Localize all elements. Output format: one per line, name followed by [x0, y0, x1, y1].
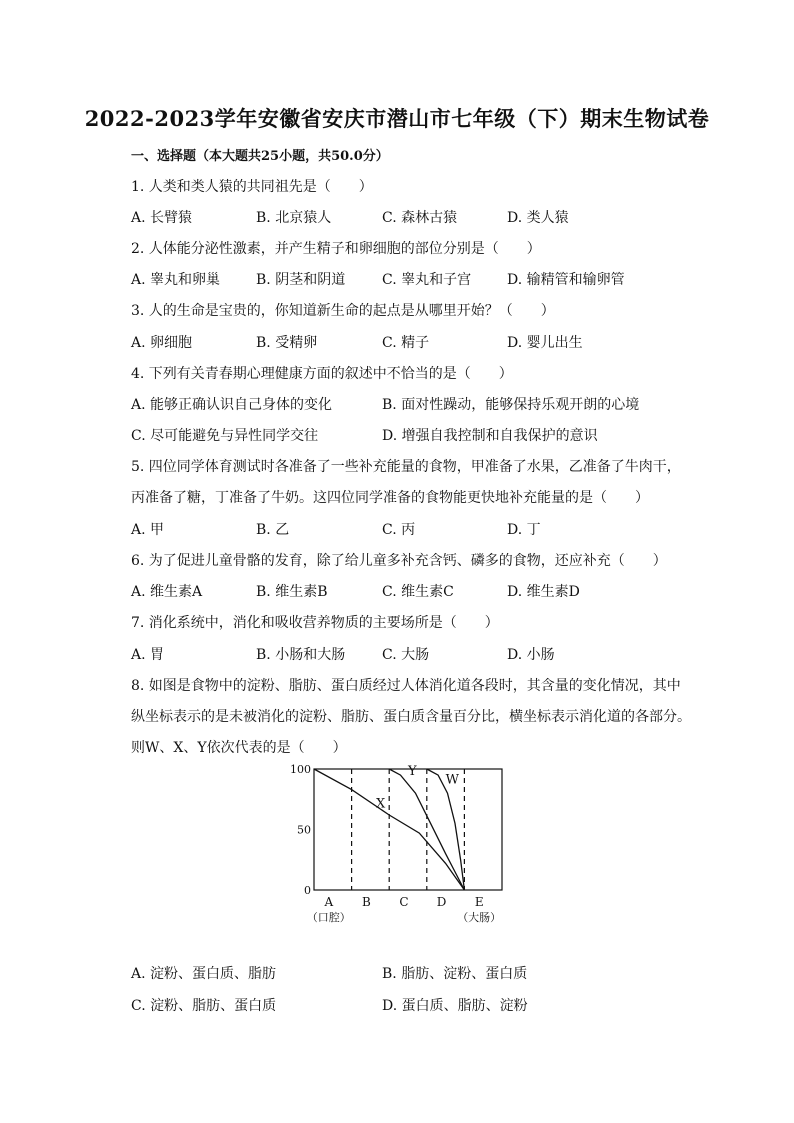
q7-option-b: B. 小肠和大肠	[256, 647, 346, 663]
x-tick-label: A	[324, 895, 334, 909]
q3-option-c: C. 精子	[382, 335, 430, 351]
q2-option-a: A. 睾丸和卵巢	[131, 272, 221, 288]
question-5-line-2: 丙准备了糖，丁准备了牛奶。这四位同学准备的食物能更快地补充能量的是（ ）	[131, 490, 649, 506]
q6-option-c: C. 维生素C	[382, 584, 454, 600]
q5-option-a: A. 甲	[131, 522, 165, 538]
y-tick-label: 50	[297, 823, 311, 837]
q8-option-a: A. 淀粉、蛋白质、脂肪	[131, 966, 277, 982]
q1-option-c: C. 森林古猿	[382, 210, 458, 226]
question-8-line-2: 纵坐标表示的是未被消化的淀粉、脂肪、蛋白质含量百分比，横坐标表示消化道的各部分。	[131, 709, 691, 725]
q8-option-c: C. 淀粉、脂肪、蛋白质	[131, 998, 277, 1014]
question-4: 4. 下列有关青春期心理健康方面的叙述中不恰当的是（ ）	[131, 366, 513, 382]
plot-frame	[314, 769, 502, 890]
series-label-w: W	[445, 772, 459, 788]
q3-option-a: A. 卵细胞	[131, 335, 193, 351]
question-5-line-1: 5. 四位同学体育测试时各准备了一些补充能量的食物，甲准备了水果，乙准备了牛肉干，	[131, 459, 681, 475]
question-8-line-1: 8. 如图是食物中的淀粉、脂肪、蛋白质经过人体消化道各段时，其含量的变化情况，其中	[131, 678, 681, 694]
x-sublabel: （大肠）	[457, 911, 502, 924]
question-8-line-3: 则W、X、Y依次代表的是（ ）	[131, 740, 347, 756]
q2-option-c: C. 睾丸和子宫	[382, 272, 472, 288]
digestion-chart	[280, 757, 520, 935]
q1-option-b: B. 北京猿人	[256, 210, 332, 226]
q6-option-a: A. 维生素A	[131, 584, 203, 600]
question-1: 1. 人类和类人猿的共同祖先是（ ）	[131, 179, 373, 195]
q3-option-d: D. 婴儿出生	[507, 335, 583, 351]
question-6: 6. 为了促进儿童骨骼的发育，除了给儿童多补充含钙、磷多的食物，还应补充（ ）	[131, 553, 667, 569]
q2-option-b: B. 阴茎和阴道	[256, 272, 346, 288]
y-tick-label: 0	[304, 884, 311, 897]
x-tick-label: B	[361, 895, 371, 909]
q6-option-b: B. 维生素B	[256, 584, 328, 600]
q5-option-b: B. 乙	[256, 522, 290, 538]
q7-option-d: D. 小肠	[507, 647, 555, 663]
q1-option-d: D. 类人猿	[507, 210, 569, 226]
question-2: 2. 人体能分泌性激素，并产生精子和卵细胞的部位分别是（ ）	[131, 241, 541, 257]
q4-option-a: A. 能够正确认识自己身体的变化	[131, 397, 333, 413]
exam-title: 2022-2023学年安徽省安庆市潜山市七年级（下）期末生物试卷	[84, 106, 710, 131]
q5-option-c: C. 丙	[382, 522, 416, 538]
q8-option-b: B. 脂肪、淀粉、蛋白质	[382, 966, 528, 982]
q4-option-c: C. 尽可能避免与异性同学交往	[131, 428, 319, 444]
q3-option-b: B. 受精卵	[256, 335, 318, 351]
section-heading: 一、选择题（本大题共25小题，共50.0分）	[131, 149, 389, 164]
q2-option-d: D. 输精管和输卵管	[507, 272, 625, 288]
q7-option-a: A. 胃	[131, 647, 165, 663]
question-3: 3. 人的生命是宝贵的，你知道新生命的起点是从哪里开始？（ ）	[131, 303, 555, 319]
q8-option-d: D. 蛋白质、脂肪、淀粉	[382, 998, 528, 1014]
q5-option-d: D. 丁	[507, 522, 541, 538]
question-7: 7. 消化系统中，消化和吸收营养物质的主要场所是（ ）	[131, 615, 499, 631]
q4-option-b: B. 面对性躁动，能够保持乐观开朗的心境	[382, 397, 640, 413]
q6-option-d: D. 维生素D	[507, 584, 580, 600]
x-tick-label: D	[436, 895, 447, 909]
q7-option-c: C. 大肠	[382, 647, 430, 663]
q1-option-a: A. 长臂猿	[131, 210, 193, 226]
y-tick-label: 100	[290, 763, 311, 776]
series-label-y: Y	[408, 764, 417, 780]
x-sublabel: （口腔）	[306, 911, 351, 924]
x-tick-label: C	[399, 895, 409, 909]
series-label-x: X	[376, 796, 386, 812]
q4-option-d: D. 增强自我控制和自我保护的意识	[382, 428, 598, 444]
x-tick-label: E	[474, 895, 484, 909]
